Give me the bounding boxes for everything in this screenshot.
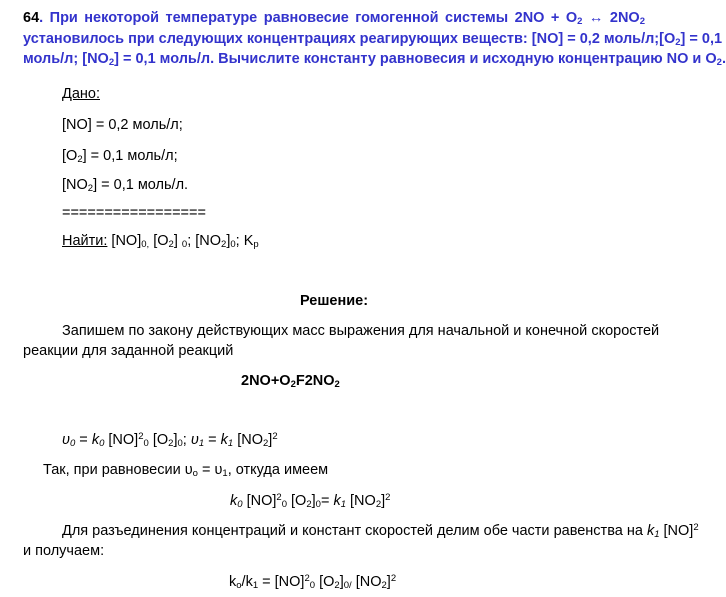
find-line: Найти: $[NO]_{0,}$ $[O_2]$ $_0$; $[NO_2]_0$; $K_р$ bbox=[62, 233, 259, 250]
equilibrium-text: Так, при равновесии $\upsilon_о = \upsilon_1$, откуда имеем bbox=[43, 462, 329, 479]
problem-line-2: установилось при следующих концентрациях реагирующих веществ: [NO] = 0,2 моль/$л;[O_2] = 0,1$ bbox=[23, 31, 723, 48]
ratio-formula: $k_о/k_1 = [NO]^2_0$ $[O_2]_{0/}$ $[NO_2]^2$ bbox=[229, 573, 397, 591]
solution-heading: Решение: bbox=[299, 293, 369, 309]
given-no2: $[NO_2] = 0,1$ моль/л. bbox=[62, 177, 189, 194]
given-separator: ================= bbox=[62, 205, 206, 221]
solution-para2-line2: и получаем: bbox=[23, 543, 105, 559]
problem-line-3: моль/л; $[NO_2] = 0,1$ моль/л. Вычислите константу равновесия и исходную концентрацию NO и $O_2$. bbox=[23, 51, 726, 68]
problem-number: 64 bbox=[23, 10, 40, 26]
rate-expressions: $\upsilon_0 = k_0$ [NO]$^2_0$ $[O_2]_0$; $\upsilon_1 = k_1$ $[NO_2]^2$ bbox=[62, 431, 278, 449]
given-label: Дано: bbox=[62, 86, 100, 102]
solution-para1-line1: Запишем по закону действующих масс выражения для начальной и конечной скоростей bbox=[62, 323, 660, 339]
given-no: [NO] = 0,2 моль/л; bbox=[62, 117, 183, 133]
equilibrium-formula: $k_0$ [NO]$^2_0$ $[O_2]_0= k_1$ $[NO_2]^2$ bbox=[230, 492, 391, 510]
find-label: Найти: bbox=[62, 233, 108, 249]
reaction-equation: $2NO+O_2F2NO_2$ bbox=[241, 373, 340, 390]
problem-line-1: 64. При некоторой температуре равновесие гомогенной системы $2NO + O_2$ ↔ $2NO_2$ bbox=[23, 10, 645, 27]
solution-para2-line1: Для разъединения концентраций и констант скоростей делим обе части равенства на $k_1$ [NO]$^2$ bbox=[62, 522, 699, 540]
solution-para1-line2: реакции для заданной реакций bbox=[23, 343, 234, 359]
given-o2: $[O_2] = 0,1$ моль/л; bbox=[62, 148, 178, 165]
